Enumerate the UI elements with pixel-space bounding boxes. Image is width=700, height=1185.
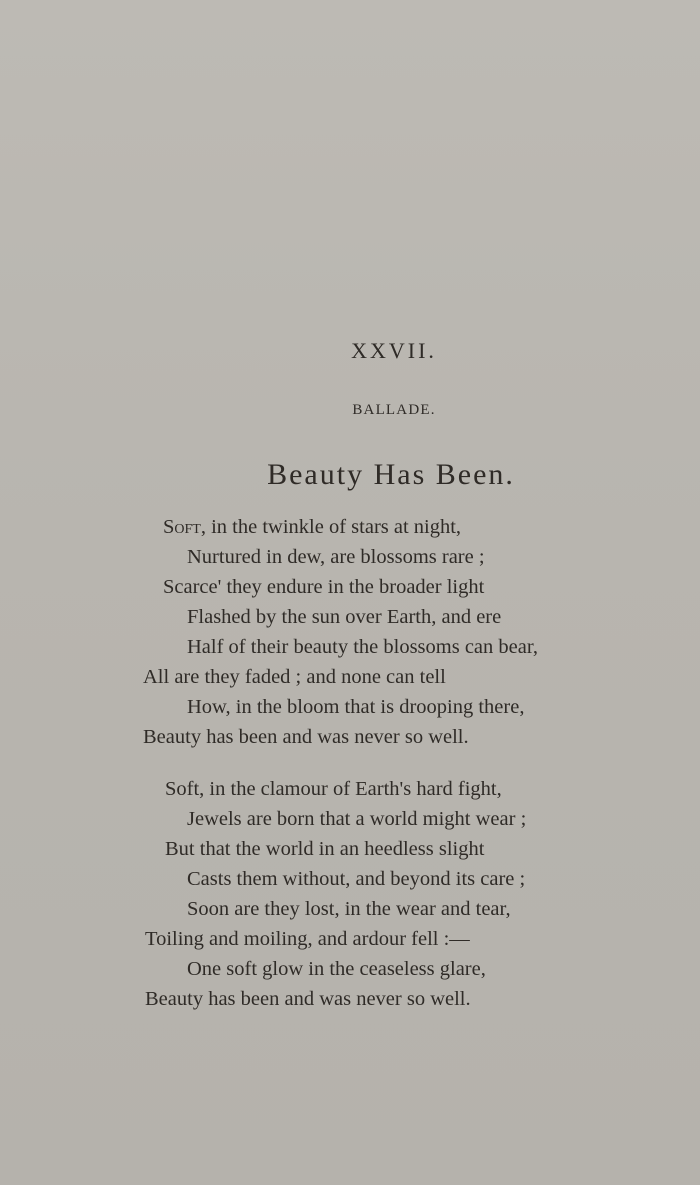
poem-line: Jewels are born that a world might wear ; [187,808,527,830]
poem-line: Half of their beauty the blossoms can bear, [187,636,538,658]
poem-line: Soon are they lost, in the wear and tear, [187,898,511,920]
poem-line [0,512,700,542]
poem-line: All are they faded ; and none can tell [143,666,446,688]
poem-line: But that the world in an heedless slight [165,838,485,860]
poem-title: Beauty Has Been. [267,458,515,491]
poem-line: How, in the bloom that is drooping there, [187,696,525,718]
poem-line: Flashed by the sun over Earth, and ere [187,606,502,628]
stanza-2 [0,774,700,1014]
chapter-number: XXVII. [351,338,437,363]
poem-line: Soft, in the clamour of Earth's hard fight, [165,778,502,800]
poem-line: Scarce' they endure in the broader light [163,576,485,598]
poem-line: Toiling and moiling, and ardour fell :— [145,928,470,950]
poem-line-text: , in the twinkle of stars at night, [200,516,462,538]
refrain-line: Beauty has been and was never so well. [143,726,469,748]
opening-word: Soft [163,516,201,538]
poem-line: Nurtured in dew, are blossoms rare ; [187,546,485,568]
refrain-line: Beauty has been and was never so well. [145,988,471,1010]
poem-line: One soft glow in the ceaseless glare, [187,958,486,980]
poem-form-label: BALLADE. [352,402,436,418]
stanza-1 [0,512,700,752]
poem-line: Casts them without, and beyond its care ; [187,868,526,890]
